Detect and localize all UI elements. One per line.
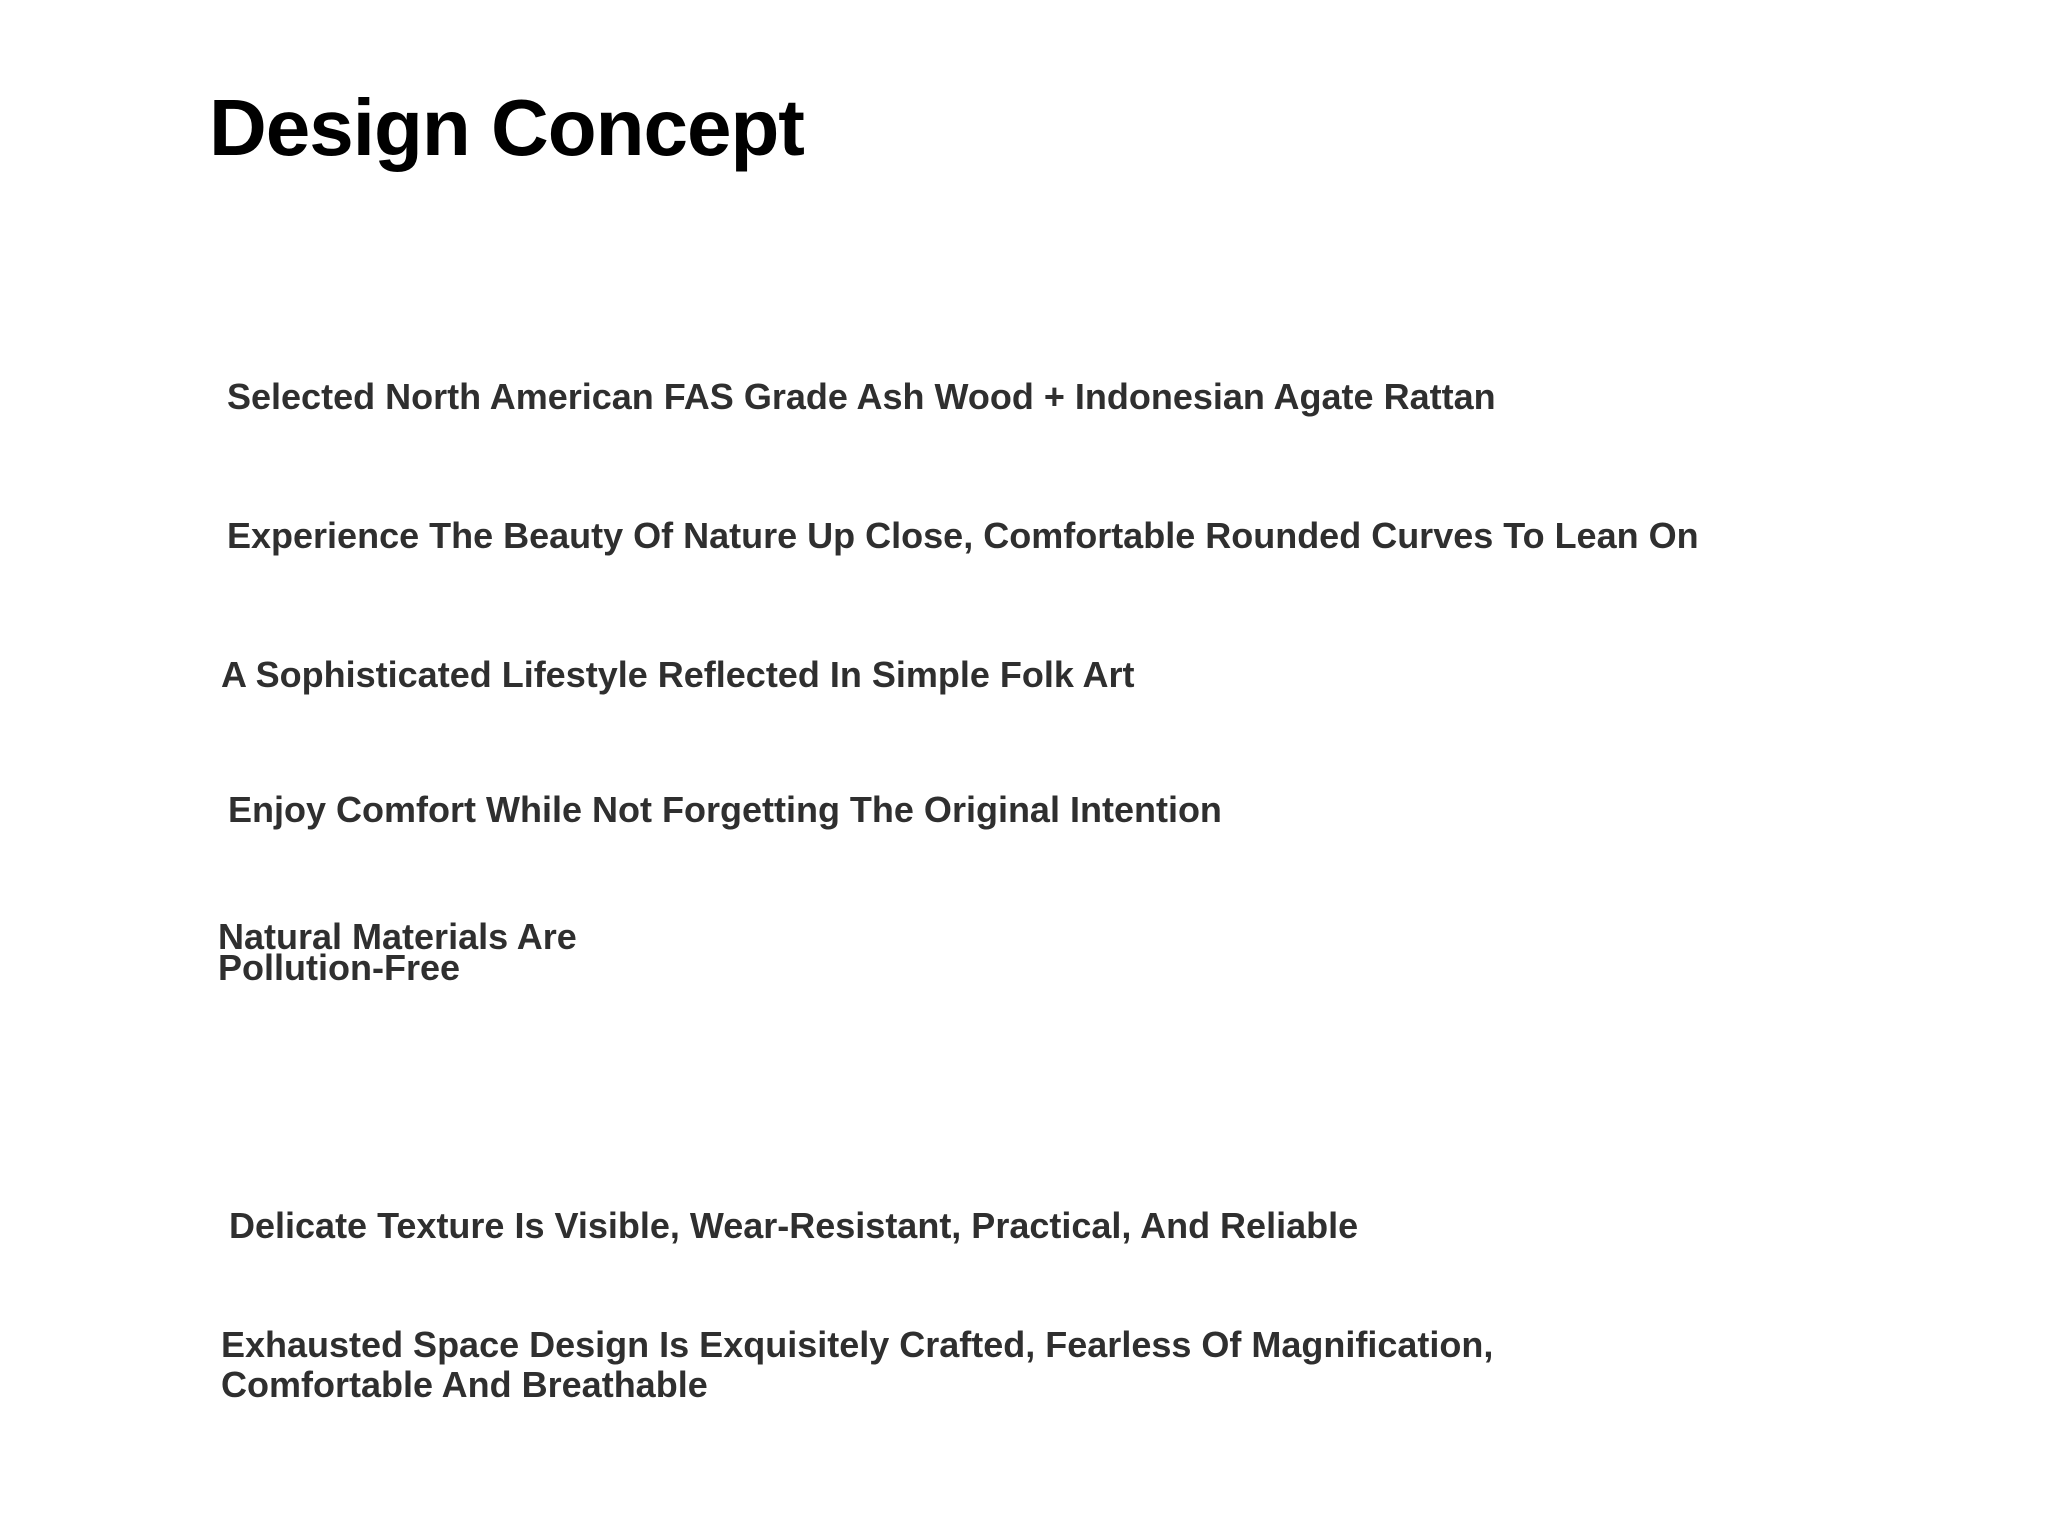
feature-line-space-design-part1: Exhausted Space Design Is Exquisitely Crafted, Fearless Of Magnification, — [221, 1324, 1494, 1365]
page-title: Design Concept — [209, 83, 804, 172]
feature-line-comfort: Enjoy Comfort While Not Forgetting The Original Intention — [228, 789, 1222, 830]
feature-line-natural-materials-part1: Natural Materials Are — [218, 916, 577, 957]
feature-line-space-design — [221, 1325, 1493, 1406]
feature-line-texture: Delicate Texture Is Visible, Wear-Resistant, Practical, And Reliable — [229, 1205, 1359, 1246]
feature-line-materials: Selected North American FAS Grade Ash Wood + Indonesian Agate Rattan — [227, 376, 1496, 417]
feature-line-natural-materials — [218, 916, 577, 988]
feature-line-natural-materials-part2: Pollution-Free — [218, 946, 460, 988]
feature-line-nature: Experience The Beauty Of Nature Up Close, Comfortable Rounded Curves To Lean On — [227, 515, 1699, 556]
feature-line-space-design-part2: Comfortable And Breathable — [221, 1364, 708, 1406]
feature-line-lifestyle: A Sophisticated Lifestyle Reflected In Simple Folk Art — [221, 654, 1135, 695]
